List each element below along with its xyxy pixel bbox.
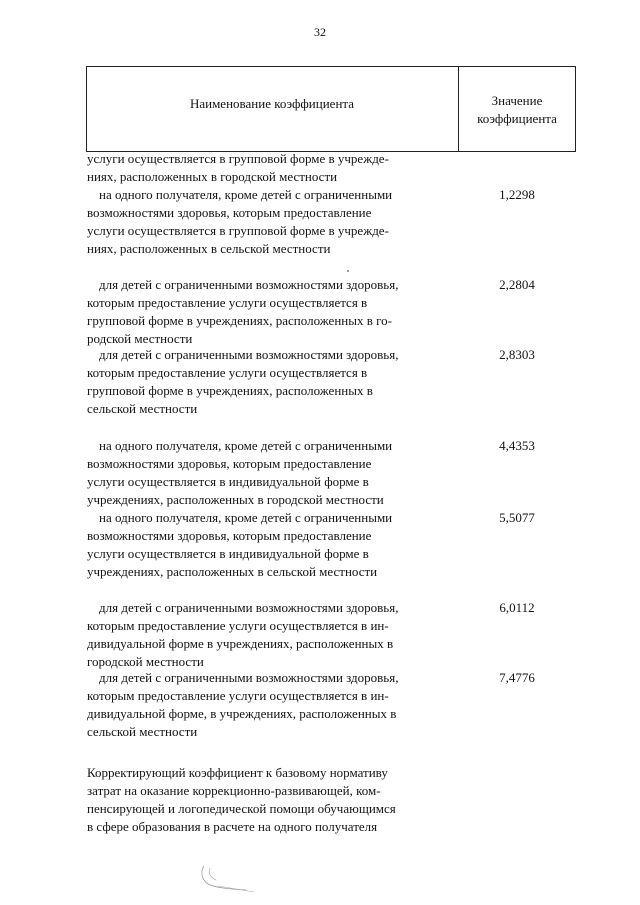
column-header-name: Наименование коэффициента [189, 96, 355, 111]
text-line: родской местности [87, 331, 193, 346]
text-line: дивидуальной форме, в учреждениях, расположенных в [87, 706, 397, 721]
text-line: которым предоставление услуги осуществляется в [87, 365, 368, 380]
text-line: сельской местности [87, 401, 198, 416]
column-header-value [458, 92, 576, 128]
coefficient-description [87, 276, 449, 348]
text-line: сельской местности [87, 724, 198, 739]
text-line: на одного получателя, кроме детей с ограниченными [99, 510, 393, 525]
column-header-value-line: коэффициента [477, 111, 557, 126]
text-line: которым предоставление услуги осуществляется в ин- [87, 618, 389, 633]
coefficient-description [87, 509, 449, 581]
text-line: ниях, расположенных в городской местности [87, 169, 338, 184]
text-line: учреждениях, расположенных в сельской местности [87, 564, 378, 579]
text-line: возможностями здоровья, которым предоставление [87, 528, 372, 543]
text-line: услуги осуществляется в групповой форме в учрежде- [87, 223, 389, 238]
scan-speck [347, 270, 349, 272]
text-line: на одного получателя, кроме детей с ограниченными [99, 187, 393, 202]
corrective-coefficient-title [87, 764, 449, 836]
text-line: дивидуальной форме в учреждениях, расположенных в [87, 636, 394, 651]
coefficient-description [87, 599, 449, 671]
coefficient-value: 5,5077 [499, 510, 535, 525]
text-line: групповой форме в учреждениях, расположенных в [87, 383, 373, 398]
text-line: затрат на оказание коррекционно-развивающей, ком- [87, 783, 381, 798]
text-line: услуги осуществляется в групповой форме в учрежде- [87, 151, 389, 166]
text-line: городской местности [87, 654, 204, 669]
text-line: возможностями здоровья, которым предоставление [87, 205, 372, 220]
text-line: для детей с ограниченными возможностями здоровья, [99, 670, 399, 685]
text-line: учреждениях, расположенных в городской местности [87, 492, 384, 507]
text-line: Корректирующий коэффициент к базовому нормативу [87, 765, 388, 780]
text-line: для детей с ограниченными возможностями здоровья, [99, 347, 399, 362]
coefficient-description [87, 186, 449, 258]
scan-mark [196, 862, 266, 896]
coefficient-description [87, 437, 449, 509]
text-line: ниях, расположенных в сельской местности [87, 241, 331, 256]
coefficient-description [87, 346, 449, 418]
text-line: для детей с ограниченными возможностями здоровья, [99, 277, 399, 292]
text-line: пенсирующей и логопедической помощи обучающимся [87, 801, 396, 816]
column-header-value-line: Значение [491, 93, 543, 108]
coefficient-description [87, 669, 449, 741]
text-line: в сфере образования в расчете на одного получателя [87, 819, 378, 834]
coefficient-value: 2,2804 [499, 277, 535, 292]
text-line: услуги осуществляется в индивидуальной форме в [87, 474, 369, 489]
text-line: групповой форме в учреждениях, расположенных в го- [87, 313, 392, 328]
coefficient-value: 2,8303 [499, 347, 535, 362]
coefficient-description [87, 150, 449, 186]
text-line: которым предоставление услуги осуществляется в ин- [87, 688, 389, 703]
coefficient-value: 7,4776 [499, 670, 535, 685]
coefficient-value: 6,0112 [499, 600, 535, 615]
text-line: для детей с ограниченными возможностями здоровья, [99, 600, 399, 615]
coefficient-value: 1,2298 [499, 187, 535, 202]
text-line: на одного получателя, кроме детей с ограниченными [99, 438, 393, 453]
text-line: возможностями здоровья, которым предоставление [87, 456, 372, 471]
coefficient-value: 4,4353 [499, 438, 535, 453]
text-line: которым предоставление услуги осуществляется в [87, 295, 368, 310]
text-line: услуги осуществляется в индивидуальной форме в [87, 546, 369, 561]
page-number: 32 [314, 25, 326, 39]
